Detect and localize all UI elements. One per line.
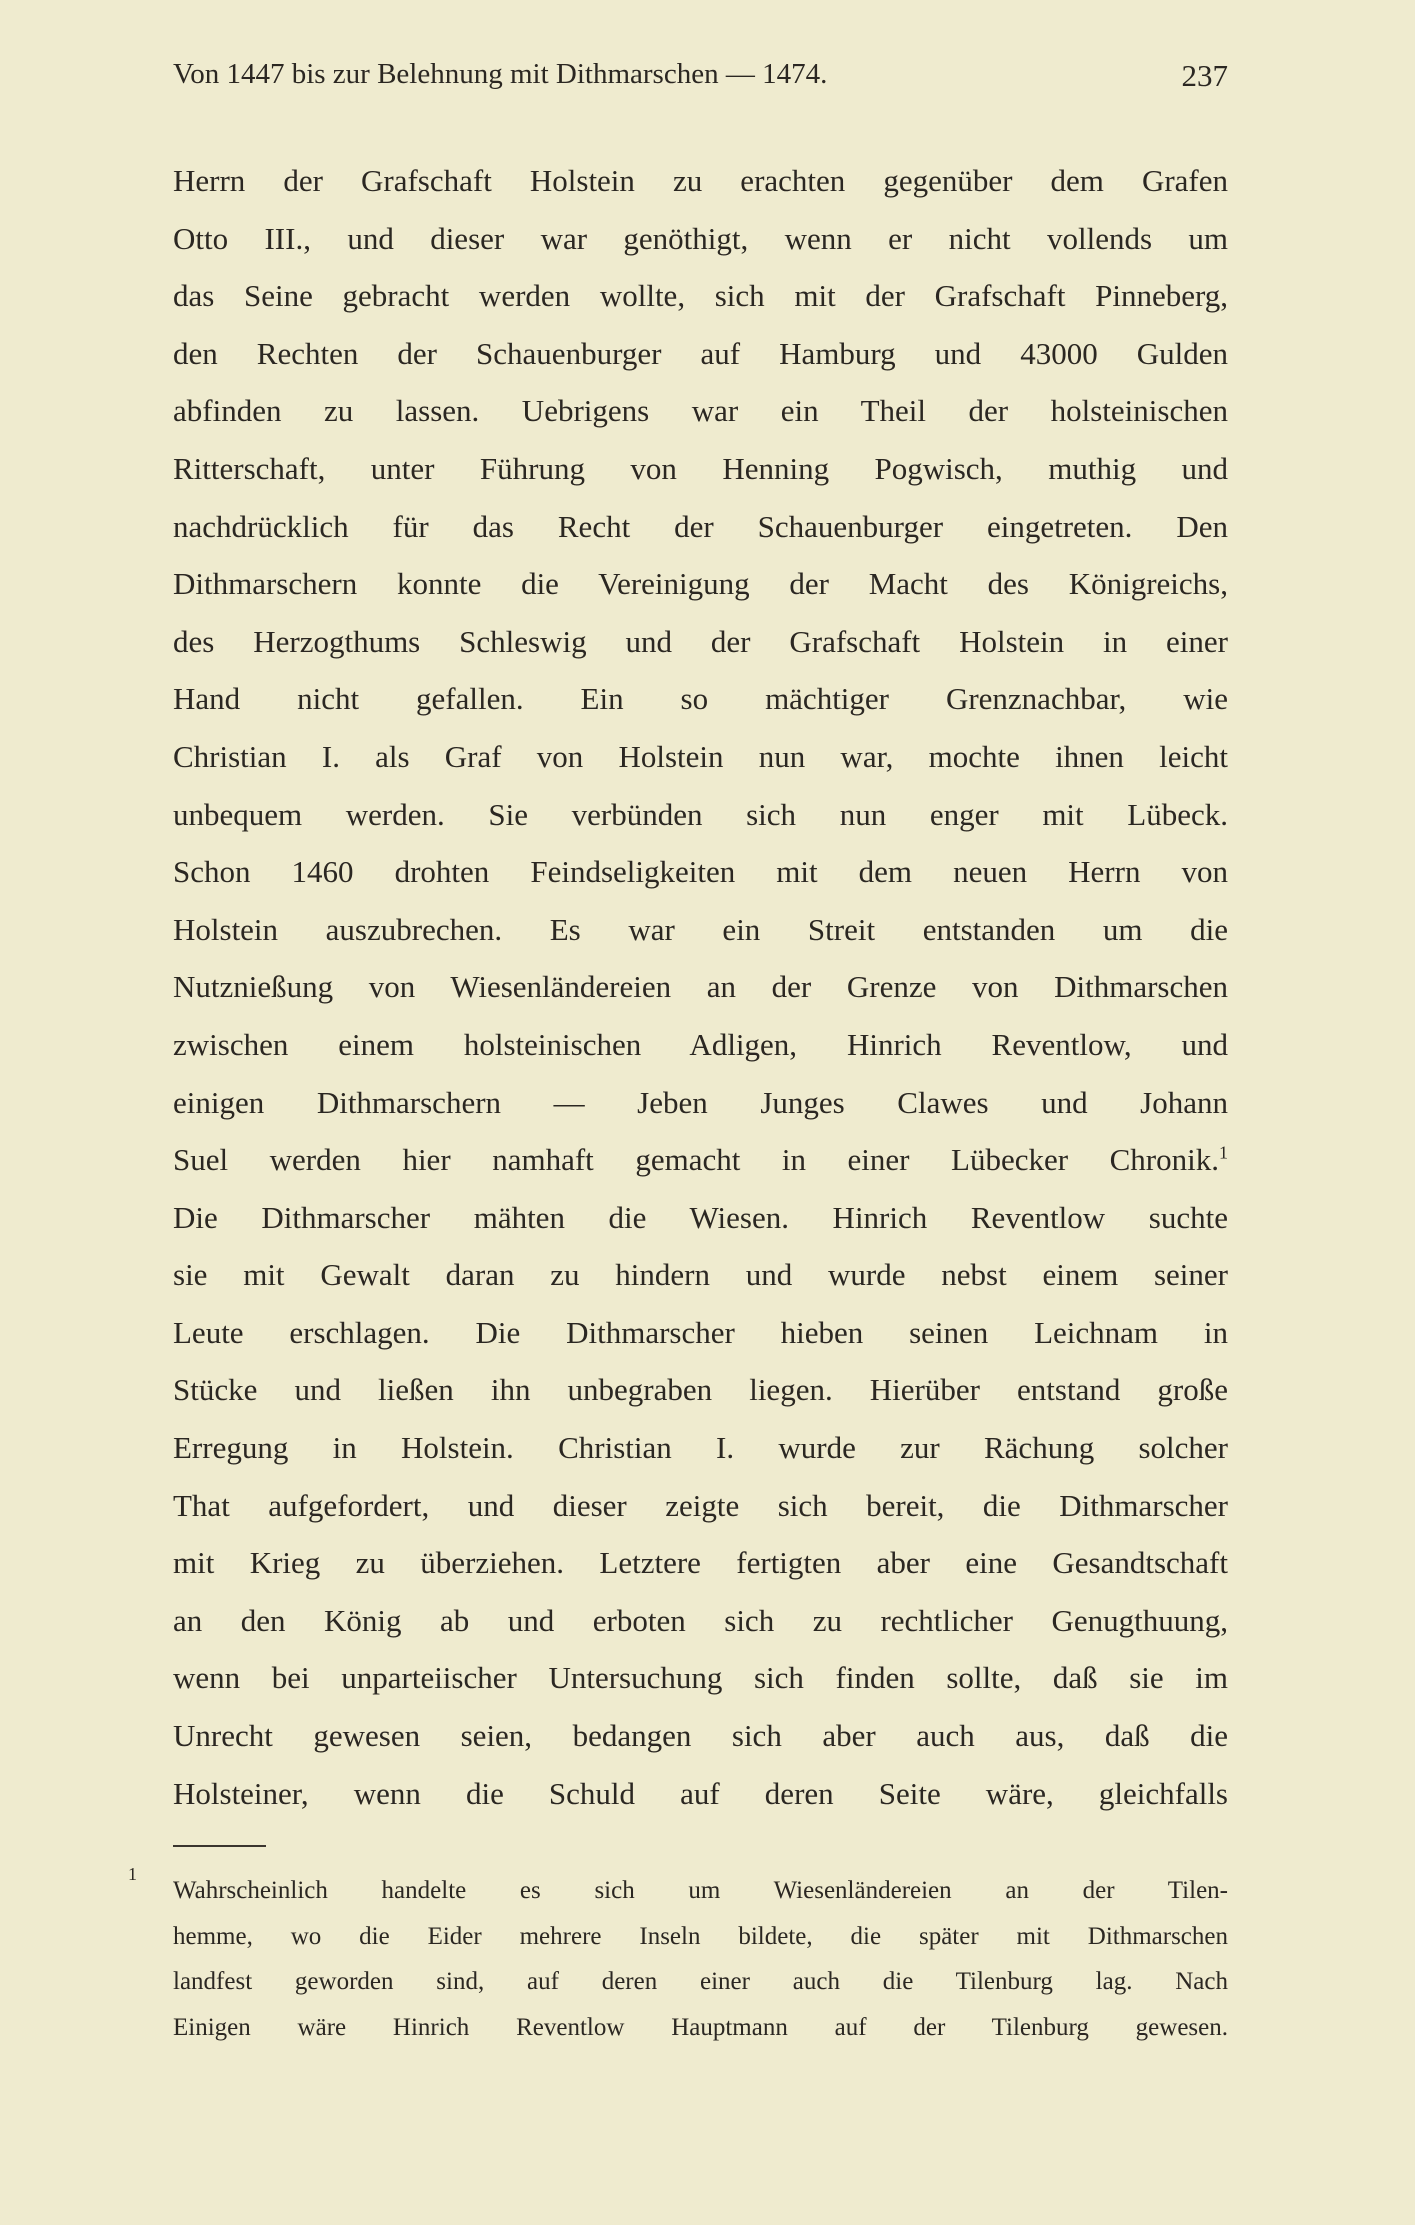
body-line [173,440,1228,498]
footnote-reference: 1 [1219,1142,1228,1163]
body-line [173,1592,1228,1650]
body-line-text: Herrn der Grafschaft Holstein zu erachten gegenüber dem Grafen [173,163,1228,198]
body-line [173,1016,1228,1074]
body-line-text: Holstein auszubrechen. Es war ein Streit entstanden um die [173,911,1228,947]
body-line-text: nachdrücklich für das Recht der Schauenburger eingetreten. Den [173,508,1228,544]
body-line-text: Ritterschaft, unter Führung von Henning Pogwisch, muthig und [173,450,1228,486]
body-line-text: den Rechten der Schauenburger auf Hamburg und 43000 Gulden [173,335,1228,371]
body-line [173,555,1228,613]
body-line [173,1707,1228,1765]
footnote-divider [173,1845,266,1847]
body-line-text: sie mit Gewalt daran zu hindern und wurde nebst einem seiner [173,1257,1228,1293]
body-line-text: unbequem werden. Sie verbünden sich nun enger mit Lübeck. [173,796,1228,832]
body-line-text: Leute erschlagen. Die Dithmarscher hieben seinen Leichnam in [173,1314,1228,1350]
body-line [173,1361,1228,1419]
body-line-text: das Seine gebracht werden wollte, sich mit der Grafschaft Pinneberg, [173,278,1228,314]
body-line-text: einigen Dithmarschern — Jeben Junges Clawes und Johann [173,1084,1228,1120]
body-line [173,1649,1228,1707]
body-line [173,1131,1228,1189]
body-line [173,325,1228,383]
footnote [128,1864,1228,2050]
body-line-text: zwischen einem holsteinischen Adligen, Hinrich Reventlow, und [173,1026,1228,1062]
body-line-text: Otto III., und dieser war genöthigt, wenn er nicht vollends um [173,220,1228,256]
body-line-text: Suel werden hier namhaft gemacht in einer Lübecker Chronik. [173,1142,1219,1178]
body-line-text: Hand nicht gefallen. Ein so mächtiger Grenznachbar, wie [173,681,1228,717]
body-line-text: des Herzogthums Schleswig und der Grafschaft Holstein in einer [173,623,1228,659]
body-line-text: mit Krieg zu überziehen. Letztere fertigten aber eine Gesandtschaft [173,1545,1228,1581]
body-line [173,1765,1228,1823]
page-number: 237 [1181,58,1228,93]
footnote-marker: 1 [128,1864,137,1884]
body-line [173,1304,1228,1362]
body-line-text: Schon 1460 drohten Feindseligkeiten mit dem neuen Herrn von [173,854,1228,890]
body-line-text: That aufgefordert, und dieser zeigte sich bereit, die Dithmarscher [173,1487,1228,1523]
body-line [173,786,1228,844]
body-line [173,843,1228,901]
running-header [173,58,1228,98]
body-line-text: wenn bei unparteiischer Untersuchung sich finden sollte, daß sie im [173,1660,1228,1696]
body-line [173,1534,1228,1592]
body-line-text: Unrecht gewesen seien, bedangen sich aber auch aus, daß die [173,1718,1228,1754]
body-line [173,728,1228,786]
body-line [173,1419,1228,1477]
body-line-text: Stücke und ließen ihn unbegraben liegen. Hierüber entstand große [173,1372,1228,1408]
body-line [173,382,1228,440]
body-line [173,1477,1228,1535]
footnote-line: Einigen wäre Hinrich Reventlow Hauptmann auf der Tilenburg gewesen. [173,2013,1228,2041]
body-line [173,267,1228,325]
footnote-line: landfest geworden sind, auf deren einer auch die Tilenburg lag. Nach [173,1968,1228,1995]
footnote-line: Wahrscheinlich handelte es sich um Wiesenländereien an der Tilen- [173,1877,1228,1904]
body-line [173,1189,1228,1247]
body-line-text: Die Dithmarscher mähten die Wiesen. Hinrich Reventlow suchte [173,1199,1228,1235]
body-line [173,1074,1228,1132]
body-line-text: Dithmarschern konnte die Vereinigung der Macht des Königreichs, [173,566,1228,602]
body-line-text: Holsteiner, wenn die Schuld auf deren Seite wäre, gleichfalls [173,1775,1228,1811]
body-line-text: Erregung in Holstein. Christian I. wurde zur Rächung solcher [173,1430,1228,1466]
body-line [173,901,1228,959]
body-line [173,498,1228,556]
body-line [173,1246,1228,1304]
body-line [173,210,1228,268]
body-line [173,958,1228,1016]
body-line-text: Christian I. als Graf von Holstein nun war, mochte ihnen leicht [173,738,1228,774]
body-line-text: abfinden zu lassen. Uebrigens war ein Theil der holsteinischen [173,393,1228,429]
body-line-text: an den König ab und erboten sich zu rechtlicher Genugthuung, [173,1602,1228,1638]
running-title: Von 1447 bis zur Belehnung mit Dithmarschen — 1474. [173,58,828,90]
body-line-text: Nutznießung von Wiesenländereien an der Grenze von Dithmarschen [173,969,1228,1005]
body-text [173,152,1228,1822]
footnote-line: hemme, wo die Eider mehrere Inseln bildete, die später mit Dithmarschen [173,1922,1228,1950]
body-line [173,613,1228,671]
body-line [173,670,1228,728]
body-line [173,152,1228,210]
